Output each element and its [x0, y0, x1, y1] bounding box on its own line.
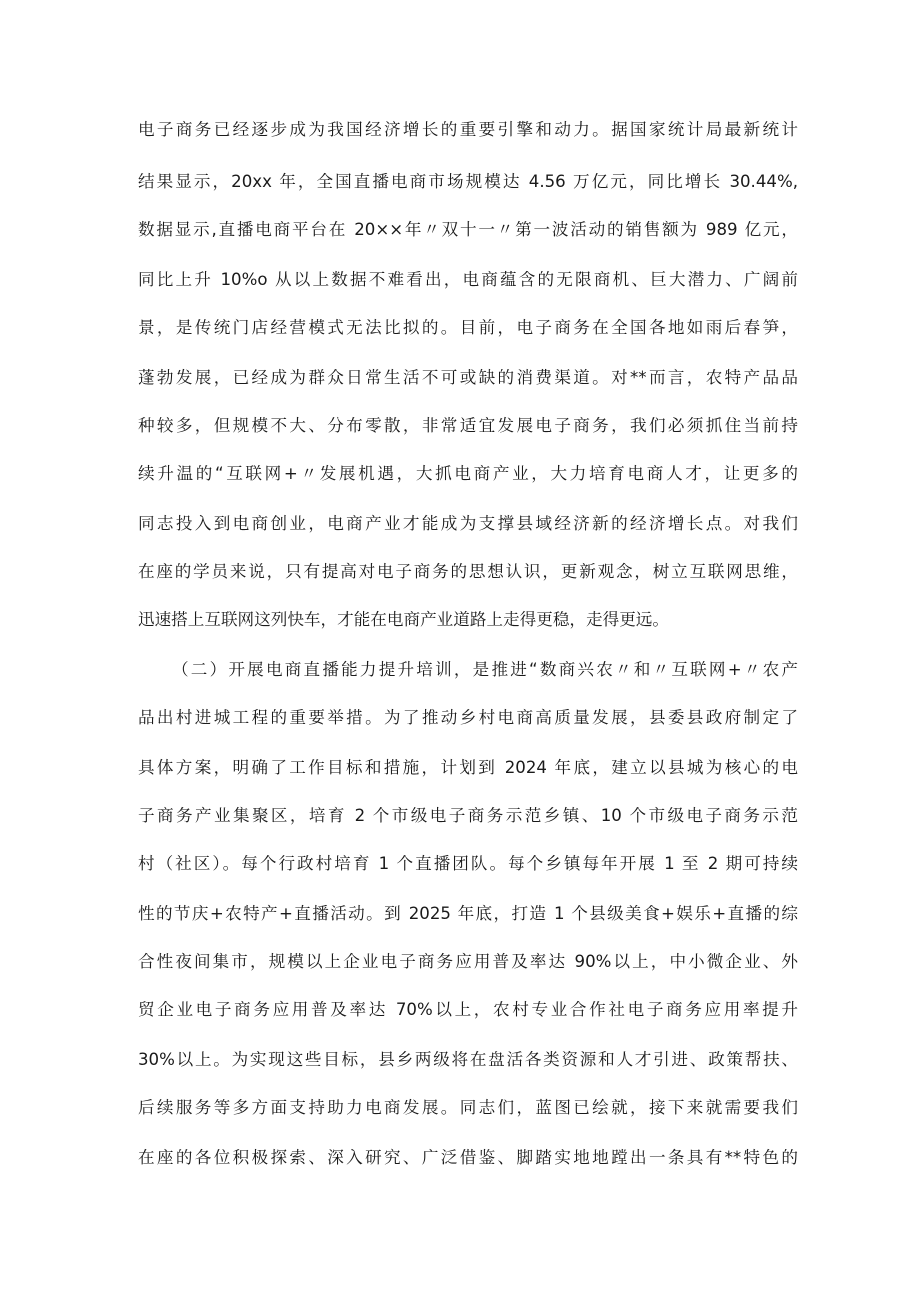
paragraph-line: 景，是传统门店经营模式无法比拟的。目前，电子商务在全国各地如雨后春笋， [138, 318, 798, 337]
paragraph-line: 后续服务等多方面支持助力电商发展。同志们，蓝图已绘就，接下来就需要我们 [138, 1098, 798, 1117]
paragraph-line: 结果显示，20xx 年，全国直播电商市场规模达 4.56 万亿元，同比增长 30.44%, [138, 172, 798, 191]
paragraph-line: 蓬勃发展，已经成为群众日常生活不可或缺的消费渠道。对**而言，农特产品品 [138, 368, 798, 387]
paragraph-line: 合性夜间集市，规模以上企业电子商务应用普及率达 90%以上，中小微企业、外 [138, 952, 798, 971]
paragraph-line: 电子商务已经逐步成为我国经济增长的重要引擎和动力。据国家统计局最新统计 [138, 120, 798, 139]
paragraph-line: 性的节庆+农特产+直播活动。到 2025 年底，打造 1 个县级美食+娱乐+直播的综 [138, 904, 798, 923]
paragraph-line: 同志投入到电商创业，电商产业才能成为支撑县域经济新的经济增长点。对我们 [138, 514, 798, 533]
paragraph-line: 具体方案，明确了工作目标和措施，计划到 2024 年底，建立以县城为核心的电 [138, 758, 798, 777]
paragraph-line: 贸企业电子商务应用普及率达 70%以上，农村专业合作社电子商务应用率提升 [138, 1000, 798, 1019]
paragraph-line: 数据显示,直播电商平台在 20××年〃双十一〃第一波活动的销售额为 989 亿元， [138, 220, 798, 239]
paragraph-line: 续升温的“互联网+〃发展机遇，大抓电商产业，大力培育电商人才，让更多的 [138, 464, 798, 483]
paragraph-line: 在座的各位积极探索、深入研究、广泛借鉴、脚踏实地地蹚出一条具有**特色的 [138, 1148, 798, 1167]
paragraph-line: 30%以上。为实现这些目标，县乡两级将在盘活各类资源和人才引进、政策帮扶、 [138, 1050, 798, 1069]
paragraph-line: 在座的学员来说，只有提高对电子商务的思想认识，更新观念，树立互联网思维， [138, 562, 798, 581]
paragraph-line: 种较多，但规模不大、分布零散，非常适宜发展电子商务，我们必须抓住当前持 [138, 416, 798, 435]
paragraph-line: 同比上升 10%o 从以上数据不难看出，电商蕴含的无限商机、巨大潜力、广阔前 [138, 270, 798, 289]
paragraph-line: 迅速搭上互联网这列快车，才能在电商产业道路上走得更稳，走得更远。 [138, 610, 669, 629]
paragraph-line: 品出村进城工程的重要举措。为了推动乡村电商高质量发展，县委县政府制定了 [138, 708, 798, 727]
paragraph-line: （二）开展电商直播能力提升培训，是推进“数商兴农〃和〃互联网+〃农产 [172, 660, 798, 679]
paragraph-line: 子商务产业集聚区，培育 2 个市级电子商务示范乡镇、10 个市级电子商务示范 [138, 806, 798, 825]
paragraph-line: 村（社区）。每个行政村培育 1 个直播团队。每个乡镇每年开展 1 至 2 期可持续 [138, 854, 798, 873]
